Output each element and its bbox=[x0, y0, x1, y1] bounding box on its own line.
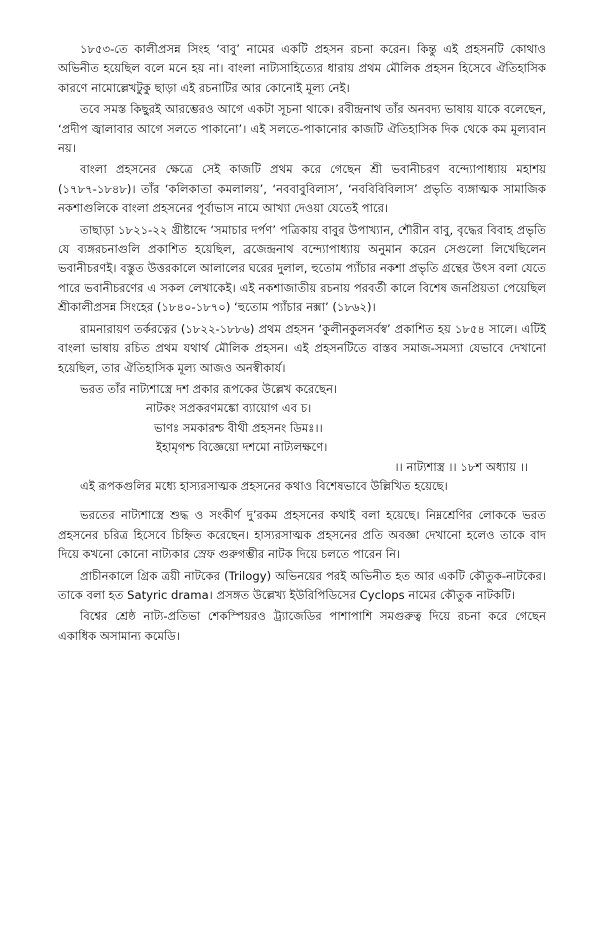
paragraph-2: তবে সমস্ত কিছুরই আরম্ভেরও আগে একটা সূচনা থাকে। রবীন্দ্রনাথ তাঁর অনবদ্য ভাষায় যাকে বলেছেন, ‘প্রদীপ জ্বালাবার আগে সলতে পাকানো’। এই সলতে-পাকানোর কাজটি ঐতিহাসিক দিক থেকে কম মূল্যবান নয়। bbox=[58, 102, 546, 156]
paragraph-6: ভরতের নাট্যশাস্ত্রে শুদ্ধ ও সংকীর্ণ দু’রকম প্রহসনের কথাই বলা হয়েছে। নিম্নশ্রেণির লোককে ভরত প্রহসনের চরিত্র হিসেবে চিহ্নিত করেছেন। হাস্যরসাত্মক প্রহসনের প্রতি অবজ্ঞা দেখানো হলেও তাকে বাদ দিয়ে কখনো কোনো নাট্যকার স্রেফ গুরুগম্ভীর নাটক দিয়ে চলতে পারেন নি। bbox=[58, 508, 546, 562]
verse-line: নাটকং সপ্রকরণমঙ্কো ব্যায়োগ এব চ। bbox=[146, 401, 312, 416]
verse-line: ভাণঃ সমকারশ্চ বীথী প্রহসনং ডিমঃ।। bbox=[154, 420, 323, 435]
sanskrit-verse bbox=[58, 399, 546, 457]
verse-line: ইহামৃগশ্চ বিজ্ঞেয়ো দশমো নাট্যলক্ষণে। bbox=[156, 440, 328, 455]
verse-citation: ।। নাট্যশাস্ত্র ।। ১৮শ অধ্যায় ।। bbox=[394, 459, 528, 474]
paragraph-after-verse: এই রূপকগুলির মধ্যে হাস্যরসাত্মক প্রহসনের কথাও বিশেষভাবে উল্লিখিত হয়েছে। bbox=[80, 478, 448, 493]
paragraph-1: ১৮৫৩-তে কালীপ্রসন্ন সিংহ ‘বাবু’ নামের একটি প্রহসন রচনা করেন। কিন্তু এই প্রহসনটি কোথাও অভিনীত হয়েছিল বলে মনে হয় না। বাংলা নাট্যসাহিত্যের ধারায় প্রথম মৌলিক প্রহসন হিসেবে ঐতিহাসিক কারণে নামোল্লেখটুকু ছাড়া এই রচনাটির আর কোনোই মূল্য নেই। bbox=[58, 42, 546, 95]
document-page bbox=[58, 40, 546, 648]
paragraph-4: তাছাড়া ১৮২১-২২ খ্রীষ্টাব্দে ‘সমাচার দর্পণ’ পত্রিকায় বাবুর উপাখ্যান, শৌরীন বাবু, বৃদ্ধের বিবাহ প্রভৃতি যে ব্যঙ্গরচনাগুলি প্রকাশিত হয়েছিল, ব্রজেন্দ্রনাথ বন্দ্যোপাধ্যায় অনুমান করেন সেগুলো লিখেছিলেন ভবানীচরণই। বস্তুত উত্তরকালে আলালের ঘরের দুলাল, হুতোম প্যাঁচার নকশা প্রভৃতি গ্রন্থের উৎস বলা যেতে পারে ভবানীচরণের এ সকল লেখাকেই। এই নকশাজাতীয় রচনায় পরবর্তী কালে বিশেষ জনপ্রিয়তা পেয়েছিল শ্রীকালীপ্রসন্ন সিংহের (১৮৪০-১৮৭০) ‘হুতোম প্যাঁচার নক্সা’ (১৮৬২)। bbox=[58, 222, 546, 315]
paragraph-5: রামনারায়ণ তর্করত্নের (১৮২২-১৮৮৬) প্রথম প্রহসন ‘কুলীনকুলসর্বস্ব’ প্রকাশিত হয় ১৮৫৪ সালে। এটিই বাংলা ভাষায় রচিত প্রথম যথার্থ মৌলিক প্রহসন। এই প্রহসনটিতে বাস্তব সমাজ-সমস্যা যেভাবে দেখানো হয়েছিল, তার ঐতিহাসিক মূল্য আজও অনস্বীকার্য। bbox=[58, 321, 546, 375]
verse-intro: ভরত তাঁর নাট্যশাস্ত্রে দশ প্রকার রূপকের উল্লেখ করেছেন। bbox=[80, 381, 338, 396]
paragraph-3: বাংলা প্রহসনের ক্ষেত্রে সেই কাজটি প্রথম করে গেছেন শ্রী ভবানীচরণ বন্দ্যোপাধ্যায় মহাশয় (১৭৮৭-১৮৪৮)। তাঁর ‘কলিকাতা কমলালয়’, ‘নববাবুবিলাস’, ‘নববিবিবিলাস’ প্রভৃতি ব্যঙ্গাত্মক সামাজিক নকশাগুলিকে বাংলা প্রহসনের পূর্বাভাস নামে আখ্যা দেওয়া যেতেই পারে। bbox=[58, 162, 546, 216]
paragraph-8: বিশ্বের শ্রেষ্ঠ নাট্য-প্রতিভা শেকস্পিয়রও ট্র্যাজেডির পাশাপাশি সমগুরুত্ব দিয়ে রচনা করে গেছেন একাধিক অসামান্য কমেডি। bbox=[58, 609, 546, 643]
paragraph-7: প্রাচীনকালে গ্রিক ত্রয়ী নাটকের (Trilogy) অভিনয়ের পরই অভিনীত হত আর একটি কৌতুক-নাটকের। তাকে বলা হত Satyric drama। প্রসঙ্গত উল্লেখ্য ইউরিপিডিসের Cyclops নামের কৌতুক নাটকটি। bbox=[58, 568, 546, 602]
